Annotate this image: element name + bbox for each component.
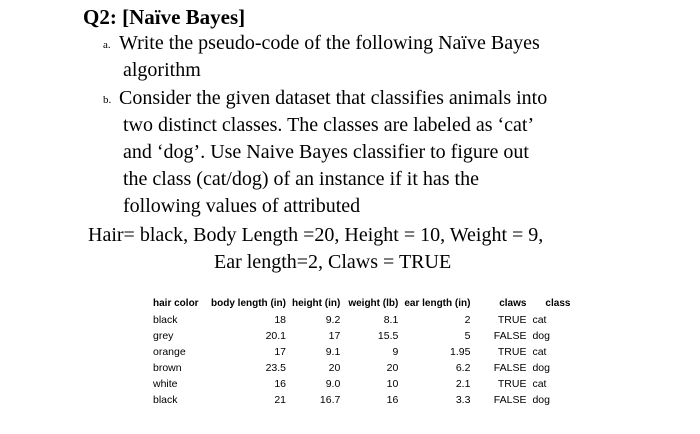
part-b-line: following values of attributed [123, 195, 361, 217]
cell-weight: 10 [386, 378, 399, 390]
part-b-line: two distinct classes. The classes are labeled as ‘cat’ [123, 114, 535, 136]
cell-height: 9.2 [325, 314, 341, 326]
part-b-line: the class (cat/dog) of an instance if it has the [123, 168, 479, 190]
header-hair-color: hair color [153, 298, 199, 309]
cell-class: dog [532, 362, 550, 374]
table-row [150, 376, 573, 392]
part-b [103, 85, 548, 220]
part-a [103, 30, 540, 84]
cell-weight: 8.1 [383, 314, 399, 326]
cell-height: 16.7 [319, 394, 341, 406]
cell-ear-length: 2.1 [455, 378, 471, 390]
cell-class: cat [532, 346, 547, 358]
cell-class: cat [532, 378, 547, 390]
header-class: class [545, 298, 571, 309]
part-b-marker: b. [103, 94, 112, 106]
cell-class: cat [532, 314, 547, 326]
part-b-line: Consider the given dataset that classifies animals into [119, 87, 548, 109]
cell-hair-color: black [153, 394, 178, 406]
cell-claws: TRUE [497, 378, 527, 390]
cell-ear-length: 5 [464, 330, 471, 342]
cell-claws: TRUE [497, 314, 527, 326]
cell-weight: 20 [386, 362, 399, 374]
cell-body-length: 18 [274, 314, 286, 326]
cell-claws: FALSE [493, 394, 527, 406]
cell-weight: 16 [386, 394, 399, 406]
cell-height: 20 [328, 362, 341, 374]
header-claws: claws [499, 298, 527, 309]
part-b-line: and ‘dog’. Use Naive Bayes classifier to figure out [123, 141, 529, 163]
cell-hair-color: grey [153, 330, 174, 342]
dataset-table [150, 298, 573, 408]
cell-body-length: 21 [274, 394, 286, 406]
cell-body-length: 23.5 [265, 362, 286, 374]
cell-claws: FALSE [493, 362, 527, 374]
cell-class: dog [532, 330, 550, 342]
cell-hair-color: black [153, 314, 178, 326]
cell-body-length: 20.1 [265, 330, 286, 342]
cell-body-length: 17 [274, 346, 286, 358]
part-a-line: algorithm [123, 59, 201, 81]
cell-ear-length: 3.3 [455, 394, 471, 406]
table-row [150, 328, 573, 344]
question-title: Q2: [Naïve Bayes] [83, 5, 246, 29]
instance-condition-line2: Ear length=2, Claws = TRUE [214, 251, 452, 273]
cell-claws: FALSE [493, 330, 527, 342]
cell-weight: 15.5 [377, 330, 399, 342]
cell-ear-length: 1.95 [450, 346, 471, 358]
cell-ear-length: 2 [464, 314, 471, 326]
cell-height: 9.0 [325, 378, 341, 390]
cell-ear-length: 6.2 [455, 362, 471, 374]
header-weight: weight (lb) [348, 298, 399, 309]
part-a-line: Write the pseudo-code of the following Naïve Bayes [119, 32, 540, 54]
table-row [150, 392, 573, 408]
table-row [150, 360, 573, 376]
cell-class: dog [532, 394, 550, 406]
cell-hair-color: brown [153, 362, 182, 374]
table-header-row [150, 298, 573, 312]
cell-hair-color: white [153, 378, 178, 390]
cell-claws: TRUE [497, 346, 527, 358]
header-body-length: body length (in) [211, 298, 286, 309]
cell-weight: 9 [392, 346, 399, 358]
cell-height: 9.1 [325, 346, 341, 358]
table-row [150, 312, 573, 328]
part-a-marker: a. [103, 39, 111, 51]
table-row [150, 344, 573, 360]
cell-height: 17 [328, 330, 341, 342]
header-height: height (in) [292, 298, 341, 309]
instance-condition-line1: Hair= black, Body Length =20, Height = 10, Weight = 9, [88, 224, 544, 246]
cell-hair-color: orange [153, 346, 186, 358]
cell-body-length: 16 [274, 378, 286, 390]
header-ear-length: ear length (in) [404, 298, 471, 309]
